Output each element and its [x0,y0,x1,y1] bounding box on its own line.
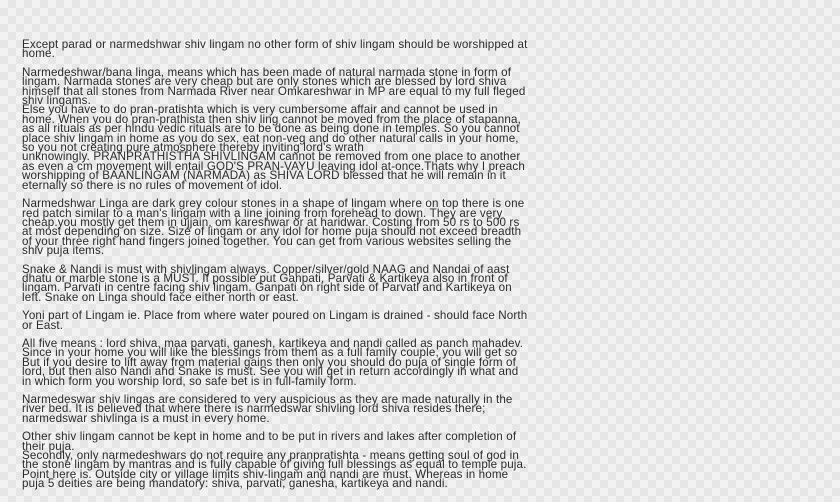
text-line: lingam. Parvati in centre facing shiv lingam. Ganpati on right side of Parvati and Kartikeya on [22,281,512,295]
text-line: shiv puja items. [22,244,105,258]
text-line: red patch similar to a man's lingam with a line joining from forehead to down. They are very [22,206,503,220]
text-line: Except parad or narmedshwar shiv lingam no other form of shiv lingam should be worshipped at [22,38,528,51]
text-line: unknowingly. PRANPRATHISTHA SHIVLINGAM cannot be removed from one place to another [22,150,521,164]
paragraph-yoni [22,311,818,330]
text-line: Secondly, only narmedeshwars do not require any pranpratishta - means getting soul of god in [22,449,519,463]
text-line: All five means : lord shiva, maa parvati, ganesh, kartikeya and nandi called as panch mahadev. [22,336,524,350]
text-line: cheap.you mostly get them in ujjain, om kareshwar or at haridwar. Costing from 50 rs to 500 rs [22,215,520,229]
text-line: Since in your home you will like the blessings from them as a full family couple, you will get so [22,346,518,360]
text-line: Snake & Nandi is must with shivlingam always. Copper/silver/gold NAAG and Nandai of aast [22,262,510,276]
text-line: Yoni part of Lingam ie. Place from where water poured on Lingam is drained - should face North [22,309,528,323]
text-line: river bed. It is believed that where there is narmedswar shivling lord shiva resides there; [22,402,486,416]
text-line: so you not creating pure atmosphere thereby inviting lord's wrath [22,141,364,155]
text-line: home. When you do pran-prathista then shiv ling cannot be moved from the place of stapanna, [22,112,521,126]
text-line: at most depending on size. Size of lingam or any idol for home puja should not exceed breadth [22,225,522,239]
text-line: But if you desire to lift away from material gains then only you should do puja of single form of [22,355,517,369]
text-line: of your three right hand fingers joined together. You can get from various websites selling the [22,234,512,248]
text-line: narmedswar shivlinga is a must in every home. [22,411,270,425]
text-line: home. [22,47,55,61]
text-line: Narmedshwar Linga are dark grey colour stones in a shape of lingam where on top there is one [22,197,525,211]
text-line: lord, but then also Nandi and Snake is must. See you will get in return accordingly in what and [22,365,519,379]
paragraph-auspicious [22,395,818,423]
text-line: as all rituals as per hindu vedic rituals are to be done as being done in temples. So you cannot [22,122,520,136]
paragraph-intro [22,40,818,59]
text-line: himself that all stones from Narmada River near Omkareshwar in MP are equal to my full fleged [22,84,526,98]
text-line: Point here is. Outside city or village limits shiv-lingam and nandi are must. Whereas in home [22,467,509,481]
text-line: Else you have to do pran-pratishta which is very cumbersome affair and cannot be used in [22,103,498,117]
text-line: in which form you worship lord, so safe bet is in full-family form. [22,374,357,388]
text-line: left. Snake on Linga should face either north or east. [22,290,299,304]
text-line: the stone lingam by mantras and is fully capable of giving full blessings as equal to temple puja. [22,458,527,472]
text-line: or East. [22,318,64,332]
text-line: Narmedeswar shiv lingas are considered to very auspicious as they are made naturally in the [22,393,513,406]
paragraph-panch-mahadev [22,336,818,388]
text-line: their puja. [22,439,75,453]
paragraph-linga-description [22,197,818,258]
text-line: puja 5 deities are being mandatory: shiva, parvati, ganesha, kartikeya and nandi. [22,477,448,491]
text-line: as even a cm movement will entail GOD'S PRAN-VAYU leaving idol at-once.Thats why I preach [22,159,525,173]
text-line: place shiv lingam in home as you do sex, eat non-veg and do other natural calls in your home, [22,131,519,145]
text-line: Other shiv lingam cannot be kept in home and to be put in rivers and lakes after completion of [22,430,517,444]
paragraph-narmadeshwar [22,65,818,192]
text-line: lingam. Narmada stones are very cheap but are only stones which are blessed by lord shiva [22,75,507,89]
text-line: Narmedeshwar/bana linga, means which has been made of natural narmada stone in form of [22,65,512,79]
paragraph-other-lingams [22,430,818,491]
text-line: worshipping of BAANLINGAM (NARMADA) as SHIVA LORD blessed that he will remain in it [22,169,506,183]
text-line: dhatu or marble stone is a MUST. If possible put Ganpati, Parvati & Kartikeya also in front of [22,271,508,285]
document-body [22,40,818,498]
text-line: shiv lingams. [22,94,91,108]
paragraph-snake-nandi [22,262,818,304]
text-line: eternally so there is no rules of movement of idol. [22,178,283,192]
